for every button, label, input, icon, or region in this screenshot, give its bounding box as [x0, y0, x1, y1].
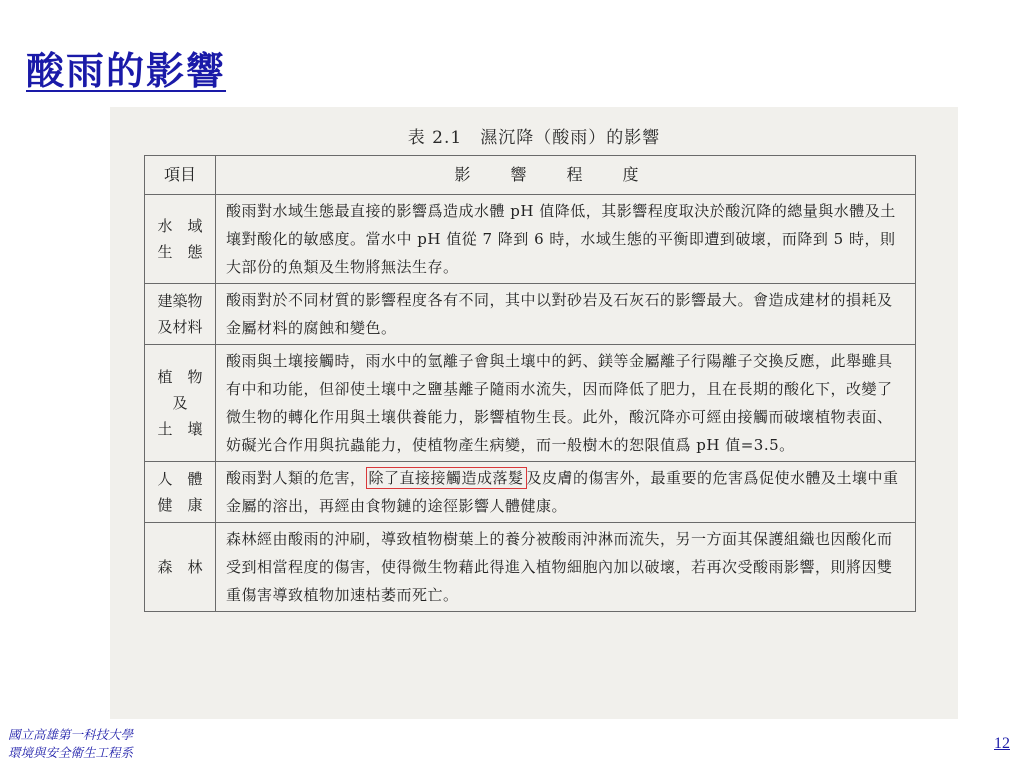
category-cell [145, 345, 216, 462]
school-name [8, 726, 133, 762]
description-cell: 森林經由酸雨的沖刷，導致植物樹葉上的養分被酸雨沖淋而流失，另一方面其保護組織也因酸化而受到相當程度的傷害，使得微生物藉此得進入植物細胞內加以破壞，若再次受酸雨影響，則將因雙重傷害導致植物加速枯萎而死亡。 [216, 523, 916, 612]
school-line: 國立高雄第一科技大學 [8, 727, 134, 742]
table-header-row [145, 156, 916, 195]
highlighted-text: 除了直接接觸造成落髮 [366, 467, 527, 489]
category-line: 水 域 [157, 217, 203, 235]
description-text: 及皮膚的傷害外，最重要的危害爲促使水體及土壤中重金屬的溶出，再經由食物鏈的途徑影響人體健康。 [226, 469, 899, 515]
category-cell [145, 284, 216, 345]
table-row [145, 284, 916, 345]
category-line: 人 體 [157, 470, 203, 488]
category-line: 植 物 [157, 368, 203, 386]
table-caption: 表 2.1 濕沉降（酸雨）的影響 [407, 128, 661, 148]
category-cell [145, 195, 216, 284]
table-row [145, 523, 916, 612]
header-effect: 影響程度 [216, 156, 916, 195]
description-cell: 酸雨與土壤接觸時，雨水中的氫離子會與土壤中的鈣、鎂等金屬離子行陽離子交換反應，此舉雖具有中和功能，但卻使土壤中之鹽基離子隨雨水流失，因而降低了肥力，且在長期的酸化下，改變了微生物的轉化作用與土壤供養能力，影響植物生長。此外，酸沉降亦可經由接觸而破壞植物表面、妨礙光合作用與抗蟲能力，使植物產生病變，而一般樹木的恕限值爲 pH 值=3.5。 [216, 345, 916, 462]
category-line: 及 [172, 394, 188, 412]
category-line: 建築物 [157, 292, 203, 310]
slide-title: 酸雨的影響 [26, 48, 227, 93]
description-cell: 酸雨對於不同材質的影響程度各有不同，其中以對砂岩及石灰石的影響最大。會造成建材的損耗及金屬材料的腐蝕和變色。 [216, 284, 916, 345]
scanned-table-image [110, 107, 958, 719]
category-cell [145, 523, 216, 612]
description-text: 酸雨對人類的危害， [226, 469, 366, 487]
department-line: 環境與安全衛生工程系 [8, 745, 134, 760]
category-line: 生 態 [157, 243, 203, 261]
page-number: 12 [994, 735, 1010, 752]
table-row [145, 462, 916, 523]
table-row [145, 345, 916, 462]
description-cell [216, 462, 916, 523]
category-line: 土 壤 [157, 420, 203, 438]
category-line: 森 林 [157, 558, 203, 576]
table-row [145, 195, 916, 284]
category-line: 健 康 [157, 496, 203, 514]
category-line: 及材料 [157, 318, 203, 336]
acid-rain-effects-table [144, 155, 916, 612]
description-cell: 酸雨對水域生態最直接的影響爲造成水體 pH 值降低，其影響程度取決於酸沉降的總量與水體及土壤對酸化的敏感度。當水中 pH 值從 7 降到 6 時，水域生態的平衡即遭到破壞，而降到 5 時，則大部份的魚類及生物將無法生存。 [216, 195, 916, 284]
category-cell [145, 462, 216, 523]
header-item: 項目 [145, 156, 216, 195]
